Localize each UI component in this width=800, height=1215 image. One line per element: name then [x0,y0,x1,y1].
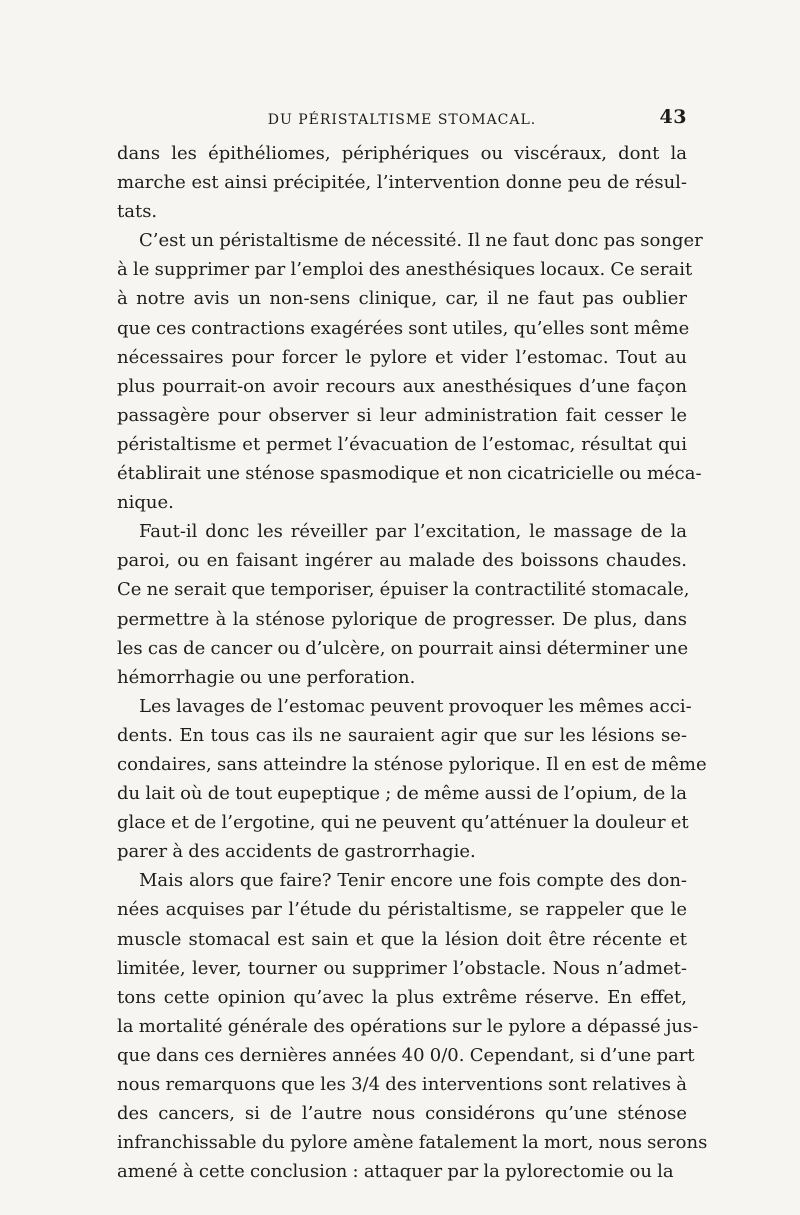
text-line: nique. [117,492,174,514]
text-line: dents. En tous cas ils ne sauraient agir que sur les lésions se- [117,724,687,746]
text-line: péristaltisme et permet l’évacuation de l’estomac, résultat qui [117,433,687,455]
text-line: permettre à la sténose pylorique de progresser. De plus, dans [117,608,687,630]
text-line: que dans ces dernières années 40 0/0. Cependant, si d’une part [117,1044,695,1066]
text-line: muscle stomacal est sain et que la lésion doit être récente et [117,928,687,950]
text-line: du lait où de tout eupeptique ; de même aussi de l’opium, de la [117,783,687,805]
paragraph [117,692,707,867]
paragraph [117,517,690,692]
paragraph [117,226,703,517]
text-line: établirait une sténose spasmodique et non cicatricielle ou méca- [117,463,702,485]
text-line: paroi, ou en faisant ingérer au malade des boissons chaudes. [117,550,687,572]
text-line: tats. [117,201,158,223]
text-line: passagère pour observer si leur administration fait cesser le [117,404,687,426]
paragraph [117,139,687,226]
text-line: que ces contractions exagérées sont utiles, qu’elles sont même [117,317,690,339]
page-number: 43 [659,106,687,128]
text-line: à le supprimer par l’emploi des anesthésiques locaux. Ce serait [117,259,693,281]
text-line: Les lavages de l’estomac peuvent provoquer les mêmes acci- [139,695,692,717]
text-line: parer à des accidents de gastrorrhagie. [117,841,476,863]
running-title: DU PÉRISTALTISME STOMACAL. [267,112,537,128]
text-line: C’est un péristaltisme de nécessité. Il ne faut donc pas songer [139,230,703,252]
running-head [117,106,687,130]
paragraph [117,866,708,1186]
text-line: Ce ne serait que temporiser, épuiser la contractilité stomacale, [117,579,690,601]
text-line: des cancers, si de l’autre nous considérons qu’une sténose [117,1103,687,1125]
text-line: glace et de l’ergotine, qui ne peuvent qu’atténuer la douleur et [117,812,689,834]
text-line: Faut-il donc les réveiller par l’excitation, le massage de la [139,521,687,543]
text-line: infranchissable du pylore amène fatalement la mort, nous serons [117,1132,708,1154]
text-line: condaires, sans atteindre la sténose pylorique. Il en est de même [117,753,707,775]
text-line: les cas de cancer ou d’ulcère, on pourrait ainsi déterminer une [117,637,689,659]
text-line: nécessaires pour forcer le pylore et vider l’estomac. Tout au [117,346,687,368]
text-line: nées acquises par l’étude du péristaltisme, se rappeler que le [117,899,687,921]
text-line: limitée, lever, tourner ou supprimer l’obstacle. Nous n’admet- [117,957,687,979]
text-line: plus pourrait-on avoir recours aux anesthésiques d’une façon [117,375,687,397]
text-line: amené à cette conclusion : attaquer par la pylorectomie ou la [117,1161,674,1183]
text-line: marche est ainsi précipitée, l’intervention donne peu de résul- [117,172,687,194]
text-line: dans les épithéliomes, périphériques ou viscéraux, dont la [117,143,687,164]
text-line: à notre avis un non-sens clinique, car, il ne faut pas oublier [117,288,687,310]
text-line: tons cette opinion qu’avec la plus extrême réserve. En effet, [117,986,687,1008]
text-line: Mais alors que faire? Tenir encore une fois compte des don- [139,870,687,892]
text-line: la mortalité générale des opérations sur le pylore a dépassé jus- [117,1015,699,1037]
text-line: hémorrhagie ou une perforation. [117,666,416,688]
text-line: nous remarquons que les 3/4 des interventions sont relatives à [117,1074,687,1095]
body-text [117,139,708,1186]
